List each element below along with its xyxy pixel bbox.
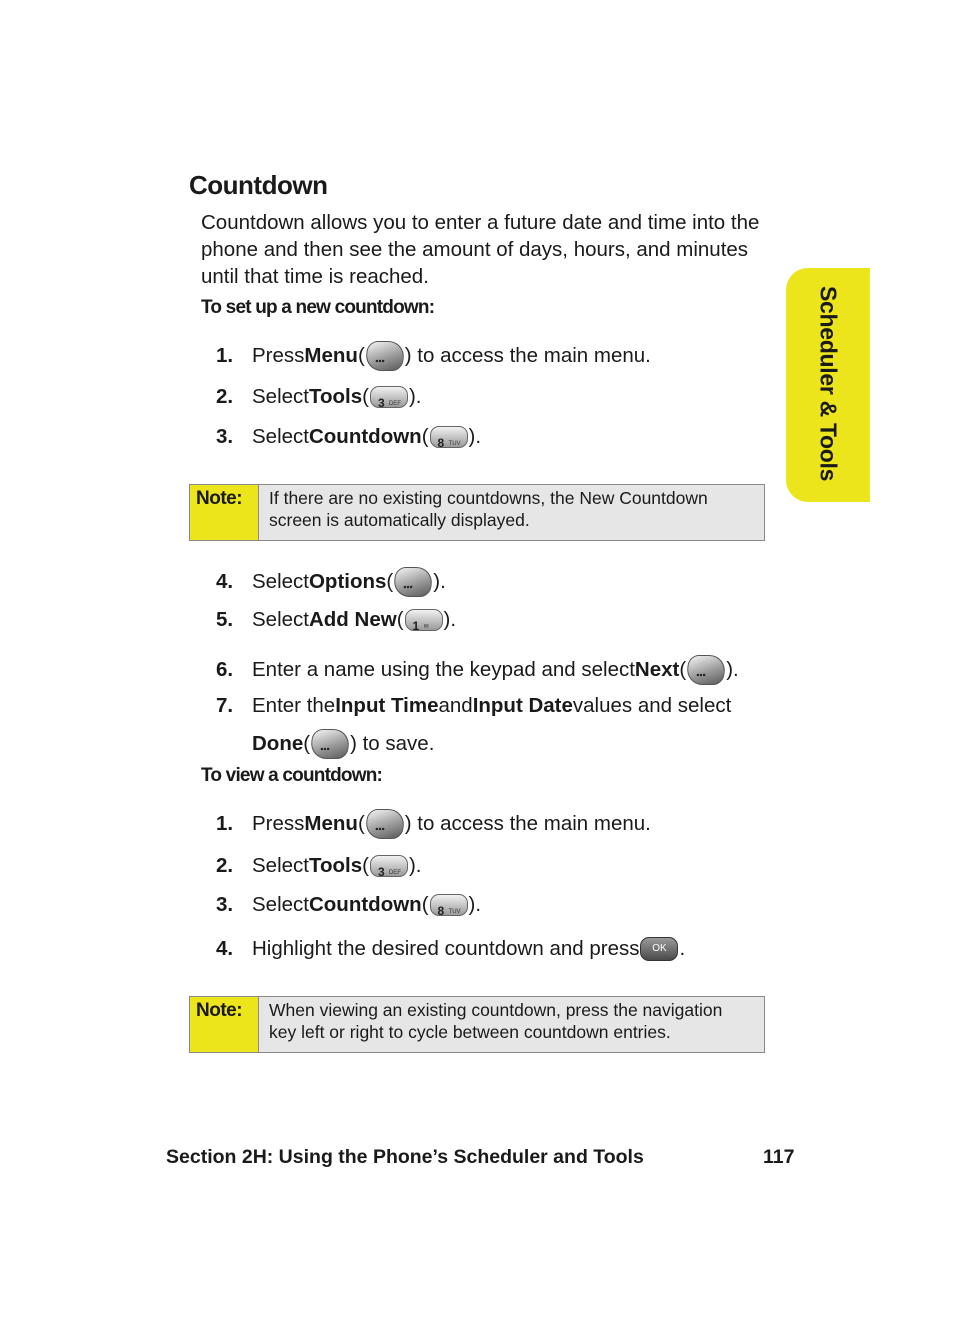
softkey-icon	[685, 655, 727, 685]
note-label: Note:	[190, 997, 259, 1052]
section-tab-label: Scheduler & Tools	[815, 286, 842, 482]
view-step-3: 3. Select Countdown ( 8 TUV ).	[216, 893, 482, 918]
section-tab	[786, 268, 870, 502]
note-label: Note:	[190, 485, 259, 540]
setup-heading: To set up a new countdown:	[201, 297, 435, 318]
setup-step-5: 5. Select Add New ( 1 ✉ ).	[216, 608, 457, 633]
note-box	[189, 996, 765, 1053]
view-step-2: 2. Select Tools ( 3 DEF ).	[216, 854, 422, 879]
setup-step-2: 2. Select Tools ( 3 DEF ).	[216, 385, 422, 410]
key-8-icon: 8 TUV	[430, 894, 468, 916]
softkey-icon	[309, 729, 351, 759]
key-1-icon: 1 ✉	[405, 609, 443, 631]
view-heading: To view a countdown:	[201, 765, 383, 786]
intro-paragraph: Countdown allows you to enter a future date and time into the phone and then see the amount of days, hours, and minutes until that time is reached.	[201, 211, 760, 288]
note-text: If there are no existing countdowns, the New Countdown screen is automatically displayed.	[259, 485, 764, 540]
softkey-icon	[392, 567, 434, 597]
key-8-icon: 8 TUV	[430, 426, 468, 448]
step-number: 1.	[216, 344, 234, 367]
page-title: Countdown	[189, 170, 328, 200]
setup-step-7: 7. Enter the Input Time and Input Date values and select	[216, 694, 732, 717]
view-step-1: 1. Press Menu ( ••• ) to access the main menu.	[216, 809, 651, 839]
setup-step-3: 3. Select Countdown ( 8 TUV ).	[216, 425, 482, 450]
ok-key-icon: OK	[640, 937, 678, 961]
softkey-icon	[364, 809, 406, 839]
page-number: 117	[763, 1146, 795, 1168]
key-3-icon: 3 DEF	[370, 855, 408, 877]
setup-step-7-continued: Done ( ••• ) to save.	[252, 729, 434, 759]
note-text: When viewing an existing countdown, press the navigation key left or right to cycle between countdown entries.	[259, 997, 764, 1052]
footer-section-title: Section 2H: Using the Phone’s Scheduler and Tools	[166, 1146, 644, 1168]
view-step-4: 4. Highlight the desired countdown and press OK .	[216, 937, 686, 960]
key-3-icon: 3 DEF	[370, 386, 408, 408]
setup-step-1: 1. Press Menu ( ••• ) to access the main menu.	[216, 341, 651, 371]
note-box	[189, 484, 765, 541]
softkey-icon	[364, 341, 406, 371]
setup-step-4: 4. Select Options ( ••• ).	[216, 567, 446, 597]
setup-step-6: 6. Enter a name using the keypad and select Next ( ••• ).	[216, 655, 739, 685]
